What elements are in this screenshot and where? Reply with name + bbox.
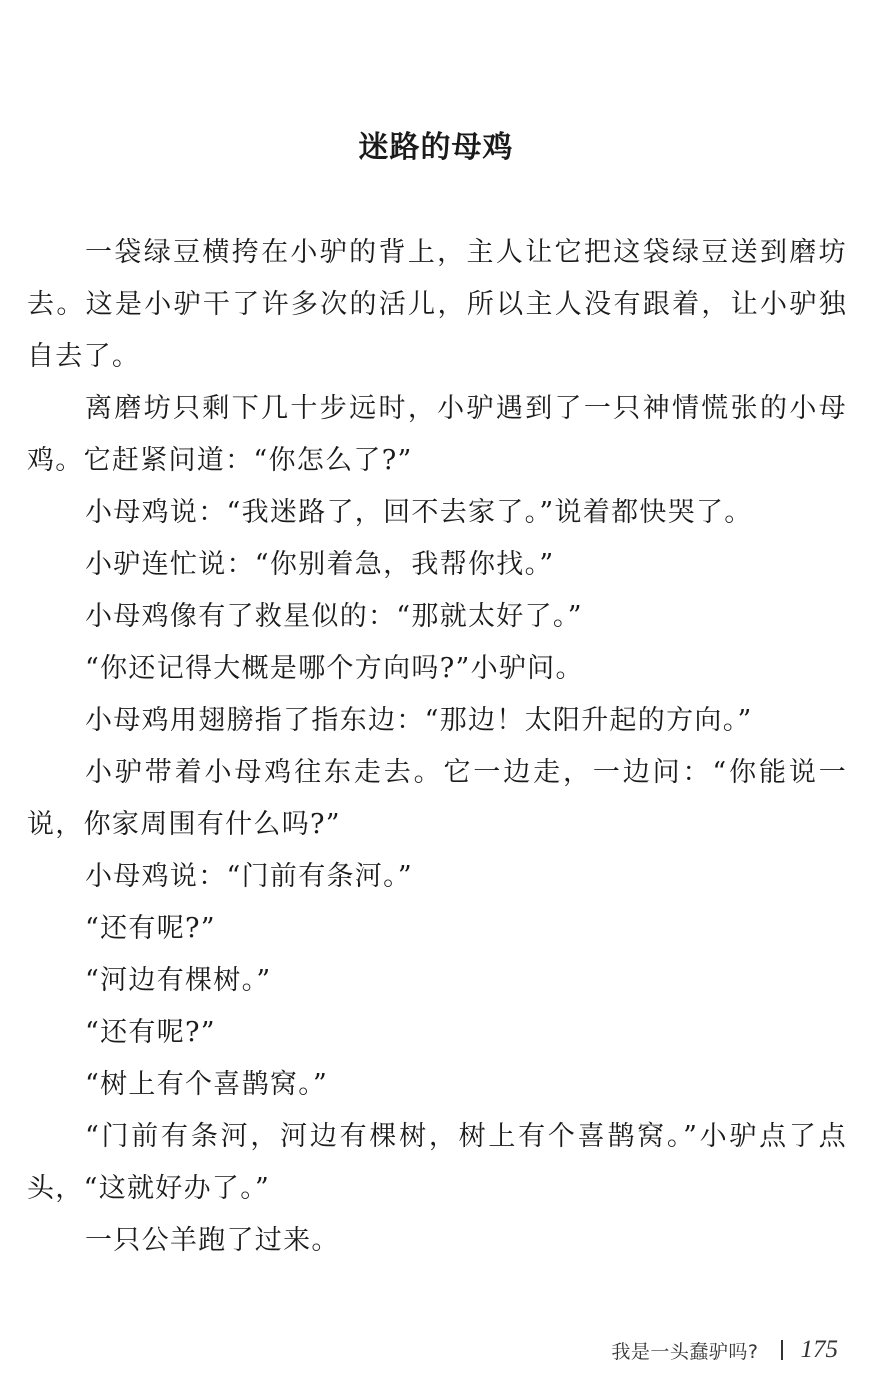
running-book-title: 我是一头蠢驴吗? — [611, 1340, 759, 1363]
paragraph: “树上有个喜鹊窝。” — [85, 1069, 329, 1100]
body-text — [27, 227, 847, 1267]
paragraph: “你还记得大概是哪个方向吗?”小驴问。 — [85, 653, 584, 684]
paragraph: 小母鸡说：“我迷路了，回不去家了。”说着都快哭了。 — [85, 497, 753, 528]
paragraph: “还有呢?” — [85, 913, 216, 944]
paragraph: “门前有条河，河边有棵树，树上有个喜鹊窝。”小驴点了点头，“这就好办了。” — [27, 1121, 847, 1204]
paragraph: 离磨坊只剩下几十步远时，小驴遇到了一只神情慌张的小母鸡。它赶紧问道：“你怎么了?” — [27, 393, 847, 476]
paragraph: 小母鸡像有了救星似的：“那就太好了。” — [85, 601, 583, 632]
paragraph: “还有呢?” — [85, 1017, 216, 1048]
paragraph: 小母鸡用翅膀指了指东边：“那边！太阳升起的方向。” — [85, 705, 753, 736]
paragraph: 小母鸡说：“门前有条河。” — [85, 861, 414, 892]
paragraph: 一袋绿豆横挎在小驴的背上，主人让它把这袋绿豆送到磨坊去。这是小驴干了许多次的活儿，所以主人没有跟着，让小驴独自去了。 — [27, 237, 847, 372]
chapter-title: 迷路的母鸡 — [358, 130, 514, 165]
paragraph: “河边有棵树。” — [85, 965, 272, 996]
paragraph: 小驴带着小母鸡往东走去。它一边走，一边问：“你能说一说，你家周围有什么吗?” — [27, 757, 847, 840]
page-number: 175 — [800, 1336, 838, 1363]
footer-divider — [781, 1340, 783, 1360]
paragraph: 一只公羊跑了过来。 — [85, 1225, 340, 1256]
page-footer — [611, 1330, 838, 1370]
paragraph: 小驴连忙说：“你别着急，我帮你找。” — [85, 549, 555, 580]
